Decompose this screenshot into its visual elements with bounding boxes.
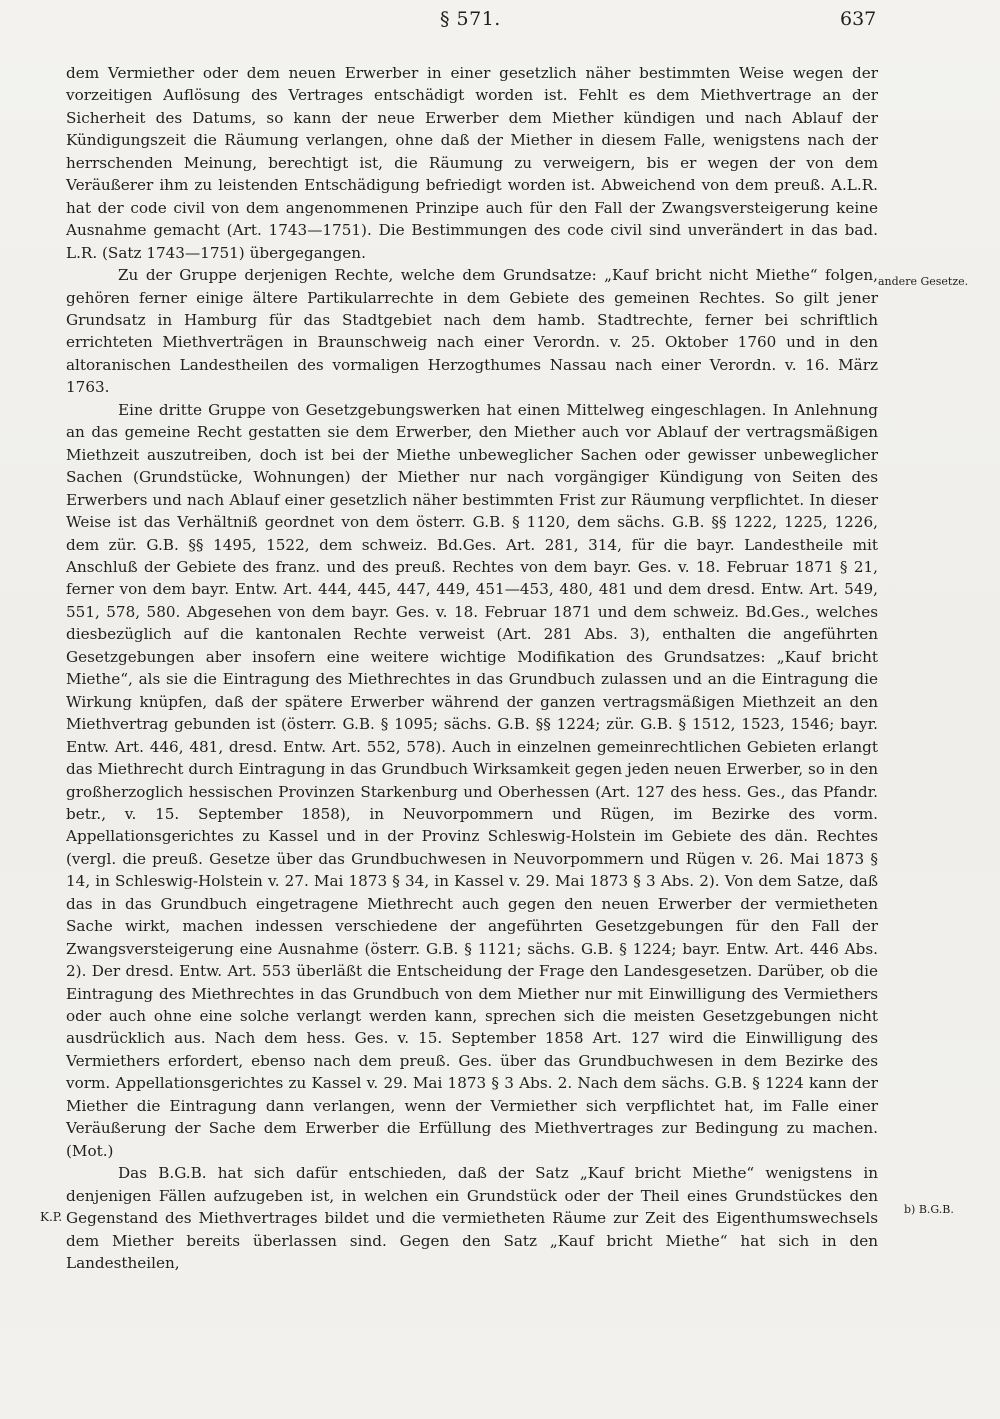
section-number: § 571. [440,8,501,30]
paragraph-4: Das B.G.B. hat sich dafür entschieden, daß der Satz „Kauf bricht Miethe“ wenigstens in denjenigen Fällen aufzugeben ist, in welchen ein Grundstück oder der Theil eines Grundstückes den Gegenstand des Miethvertrages bildet und die vermietheten Räume zur Zeit des Eigenthumswechsels dem Miether bereits überlassen sind. Gegen den Satz „Kauf bricht Miethe“ hat sich in den Landestheilen, [66,1164,878,1273]
margin-note-kp: K.P. [40,1210,63,1224]
page-number: 637 [840,8,877,30]
paragraph-3: Eine dritte Gruppe von Gesetzgebungswerken hat einen Mittelweg eingeschlagen. In Anlehnung an das gemeine Recht gestatten sie dem Erwerber, den Miether auch vor Ablauf der vertragsmäßigen Miethzeit auszutreiben, doch ist bei der Miethe unbeweglicher Sachen oder gewisser unbeweglicher Sachen (Grundstücke, Wohnungen) der Miether nur nach vorgängiger Kündigung von Seiten des Erwerbers und nach Ablauf einer gesetzlich näher bestimmten Frist zur Räumung verpflichtet. In dieser Weise ist das Verhältniß geordnet von dem österr. G.B. § 1120, dem sächs. G.B. §§ 1222, 1225, 1226, dem zür. G.B. §§ 1495, 1522, dem schweiz. Bd.Ges. Art. 281, 314, für die bayr. Landestheile mit Anschluß der Gebiete des franz. und des preuß. Rechtes von dem bayr. Ges. v. 18. Februar 1871 § 21, ferner von dem bayr. Entw. Art. 444, 445, 447, 449, 451—453, 480, 481 und dem dresd. Entw. Art. 549, 551, 578, 580. Abgesehen von dem bayr. Ges. v. 18. Februar 1871 und dem schweiz. Bd.Ges., welches diesbezüglich auf die kantonalen Rechte verweist (Art. 281 Abs. 3), enthalten die angeführten Gesetzgebungen aber insofern eine weitere wichtige Modifikation des Grundsatzes: „Kauf bricht Miethe“, als sie die Eintragung des Miethrechtes in das Grundbuch zulassen und an die Eintragung die Wirkung knüpfen, daß der spätere Erwerber während der ganzen vertragsmäßigen Miethzeit an den Miethvertrag gebunden ist (österr. G.B. § 1095; sächs. G.B. §§ 1224; zür. G.B. § 1512, 1523, 1546; bayr. Entw. Art. 446, 481, dresd. Entw. Art. 552, 578). Auch in einzelnen gemeinrechtlichen Gebieten erlangt das Miethrecht durch Eintragung in das Grundbuch Wirksamkeit gegen jeden neuen Erwerber, so in den großherzoglich hessischen Provinzen Starkenburg und Oberhessen (Art. 127 des hess. Ges., das Pfandr. betr., v. 15. September 1858), in Neuvorpommern und Rügen, im Bezirke des vorm. Appellationsgerichtes zu Kassel und in der Provinz Schleswig-Holstein im Gebiete des dän. Rechtes (vergl. die preuß. Gesetze über das Grundbuchwesen in Neuvorpommern und Rügen v. 26. Mai 1873 § 14, in Schleswig-Holstein v. 27. Mai 1873 § 34, in Kassel v. 29. Mai 1873 § 3 Abs. 2). Von dem Satze, daß das in das Grundbuch eingetragene Miethrecht auch gegen den neuen Erwerber der vermietheten Sache wirkt, machen indessen verschiedene der angeführten Gesetzgebungen für den Fall der Zwangsversteigerung eine Ausnahme (österr. G.B. § 1121; sächs. G.B. § 1224; bayr. Entw. Art. 446 Abs. 2). Der dresd. Entw. Art. 553 überläßt die Entscheidung der Frage den Landesgesetzen. Darüber, ob die Eintragung des Miethrechtes in das Grundbuch von dem Miether nur mit Einwilligung des Vermiethers oder auch ohne eine solche verlangt werden kann, sprechen sich die meisten Gesetzgebungen nicht ausdrücklich aus. Nach dem hess. Ges. v. 15. September 1858 Art. 127 wird die Einwilligung des Vermiethers erfordert, ebenso nach dem preuß. Ges. über das Grundbuchwesen in dem Bezirke des vorm. Appellationsgerichtes zu Kassel v. 29. Mai 1873 § 3 Abs. 2. Nach dem sächs. G.B. § 1224 kann der Miether die Eintragung dann verlangen, wenn der Vermiether sich verpflichtet hat, im Falle einer Veräußerung der Sache dem Erwerber die Erfüllung des Miethvertrages zur Bedingung zu machen. (Mot.) [66,400,878,1160]
paragraph-2: Zu der Gruppe derjenigen Rechte, welche dem Grundsatze: „Kauf bricht nicht Miethe“ folgen, gehören ferner einige ältere Partikularrechte in dem Gebiete des gemeinen Rechtes. So gilt jener Grundsatz in Hamburg für das Stadtgebiet nach dem hamb. Stadtrechte, ferner bei schriftlich errichteten Miethverträgen in Braunschweig nach einer Verordn. v. 25. Oktober 1760 und in den altoranischen Landestheilen des vormaligen Herzogthumes Nassau nach einer Verordn. v. 16. März 1763. [66,266,878,397]
body-text [66,62,878,1274]
margin-note-bgb: b) B.G.B. [904,1203,954,1216]
paragraph-1: dem Vermiether oder dem neuen Erwerber in einer gesetzlich näher bestimmten Weise wegen der vorzeitigen Auflösung des Vertrages entschädigt worden ist. Fehlt es dem Miethvertrage an der Sicherheit des Datums, so kann der neue Erwerber dem Miether kündigen und nach Ablauf der Kündigungszeit die Räumung verlangen, ohne daß der Miether in diesem Falle, wenigstens nach der herrschenden Meinung, berechtigt ist, die Räumung zu verweigern, bis er wegen der von dem Veräußerer ihm zu leistenden Entschädigung befriedigt worden ist. Abweichend von dem preuß. A.L.R. hat der code civil von dem angenommenen Prinzipe auch für den Fall der Zwangsversteigerung keine Ausnahme gemacht (Art. 1743—1751). Die Bestimmungen des code civil sind unverändert in das bad. L.R. (Satz 1743—1751) übergegangen. [66,64,878,262]
running-header [0,8,1000,38]
margin-note-andere-gesetze: andere Gesetze. [878,275,969,288]
